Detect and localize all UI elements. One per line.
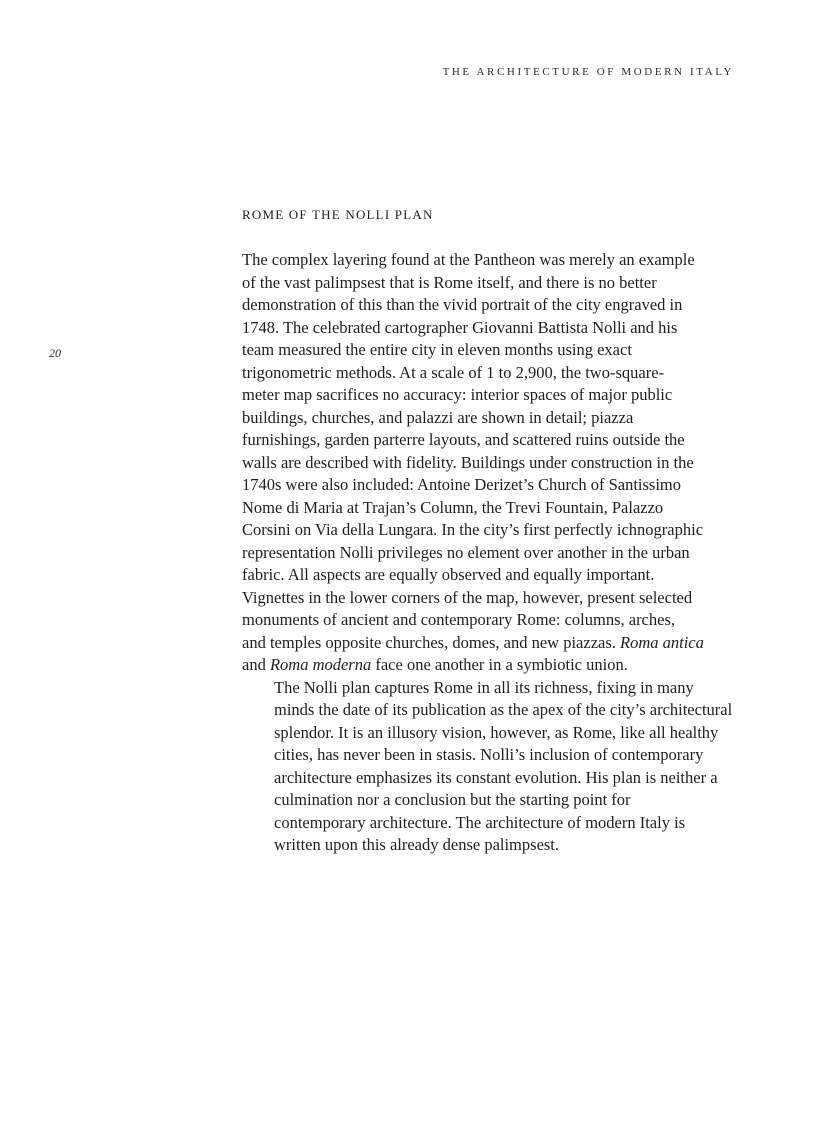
text-run: and temples opposite churches, domes, and new piazzas.	[242, 632, 621, 652]
text-line: culmination nor a conclusion but the starting point for	[274, 790, 631, 809]
paragraph-2	[242, 677, 736, 857]
text-line	[242, 654, 736, 677]
italic-term-roma-antica: Roma antica	[620, 632, 704, 652]
text-line: Corsini on Via della Lungara. In the city’s first perfectly ichnographic	[242, 520, 704, 539]
text-run: face one another in a symbiotic union.	[371, 655, 628, 674]
italic-term-roma-moderna: Roma moderna	[269, 655, 372, 674]
text-line: architecture emphasizes its constant evolution. His plan is neither a	[274, 767, 718, 787]
text-line: The Nolli plan captures Rome in all its richness, fixing in many	[274, 677, 694, 697]
text-line: minds the date of its publication as the apex of the city’s architectural	[274, 700, 733, 719]
paragraph-1	[242, 249, 736, 677]
text-line: fabric. All aspects are equally observed and equally important.	[242, 565, 655, 584]
text-line: The complex layering found at the Pantheon was merely an example	[242, 250, 695, 269]
text-line: 1748. The celebrated cartographer Giovanni Battista Nolli and his	[242, 317, 678, 337]
text-line: cities, has never been in stasis. Nolli’s inclusion of contemporary	[274, 745, 704, 764]
text-line	[242, 632, 736, 655]
text-line: splendor. It is an illusory vision, however, as Rome, like all healthy	[274, 722, 719, 742]
page-number: 20	[49, 346, 61, 360]
text-line: furnishings, garden parterre layouts, and scattered ruins outside the	[242, 430, 685, 449]
text-line: team measured the entire city in eleven months using exact	[242, 340, 632, 359]
text-line: trigonometric methods. At a scale of 1 to 2,900, the two-square-	[242, 362, 665, 382]
text-line: 1740s were also included: Antoine Derizet’s Church of Santissimo	[242, 475, 682, 494]
text-line: monuments of ancient and contemporary Rome: columns, arches,	[242, 610, 676, 629]
text-line: walls are described with fidelity. Buildings under construction in the	[242, 452, 694, 472]
text-run: and	[242, 655, 270, 674]
text-line: contemporary architecture. The architecture of modern Italy is	[274, 812, 686, 832]
text-line: of the vast palimpsest that is Rome itself, and there is no better	[242, 272, 657, 292]
text-line: demonstration of this than the vivid portrait of the city engraved in	[242, 295, 683, 314]
section-title: ROME OF THE NOLLI PLAN	[242, 207, 434, 222]
text-line: written upon this already dense palimpsest.	[274, 835, 560, 854]
text-line: buildings, churches, and palazzi are shown in detail; piazza	[242, 407, 634, 427]
text-line: representation Nolli privileges no element over another in the urban	[242, 542, 690, 562]
running-head: THE ARCHITECTURE OF MODERN ITALY	[442, 66, 734, 78]
text-line: Nome di Maria at Trajan’s Column, the Trevi Fountain, Palazzo	[242, 497, 664, 517]
text-line: meter map sacrifices no accuracy: interior spaces of major public	[242, 385, 673, 404]
body-text	[242, 249, 736, 857]
text-line: Vignettes in the lower corners of the map, however, present selected	[242, 587, 693, 607]
